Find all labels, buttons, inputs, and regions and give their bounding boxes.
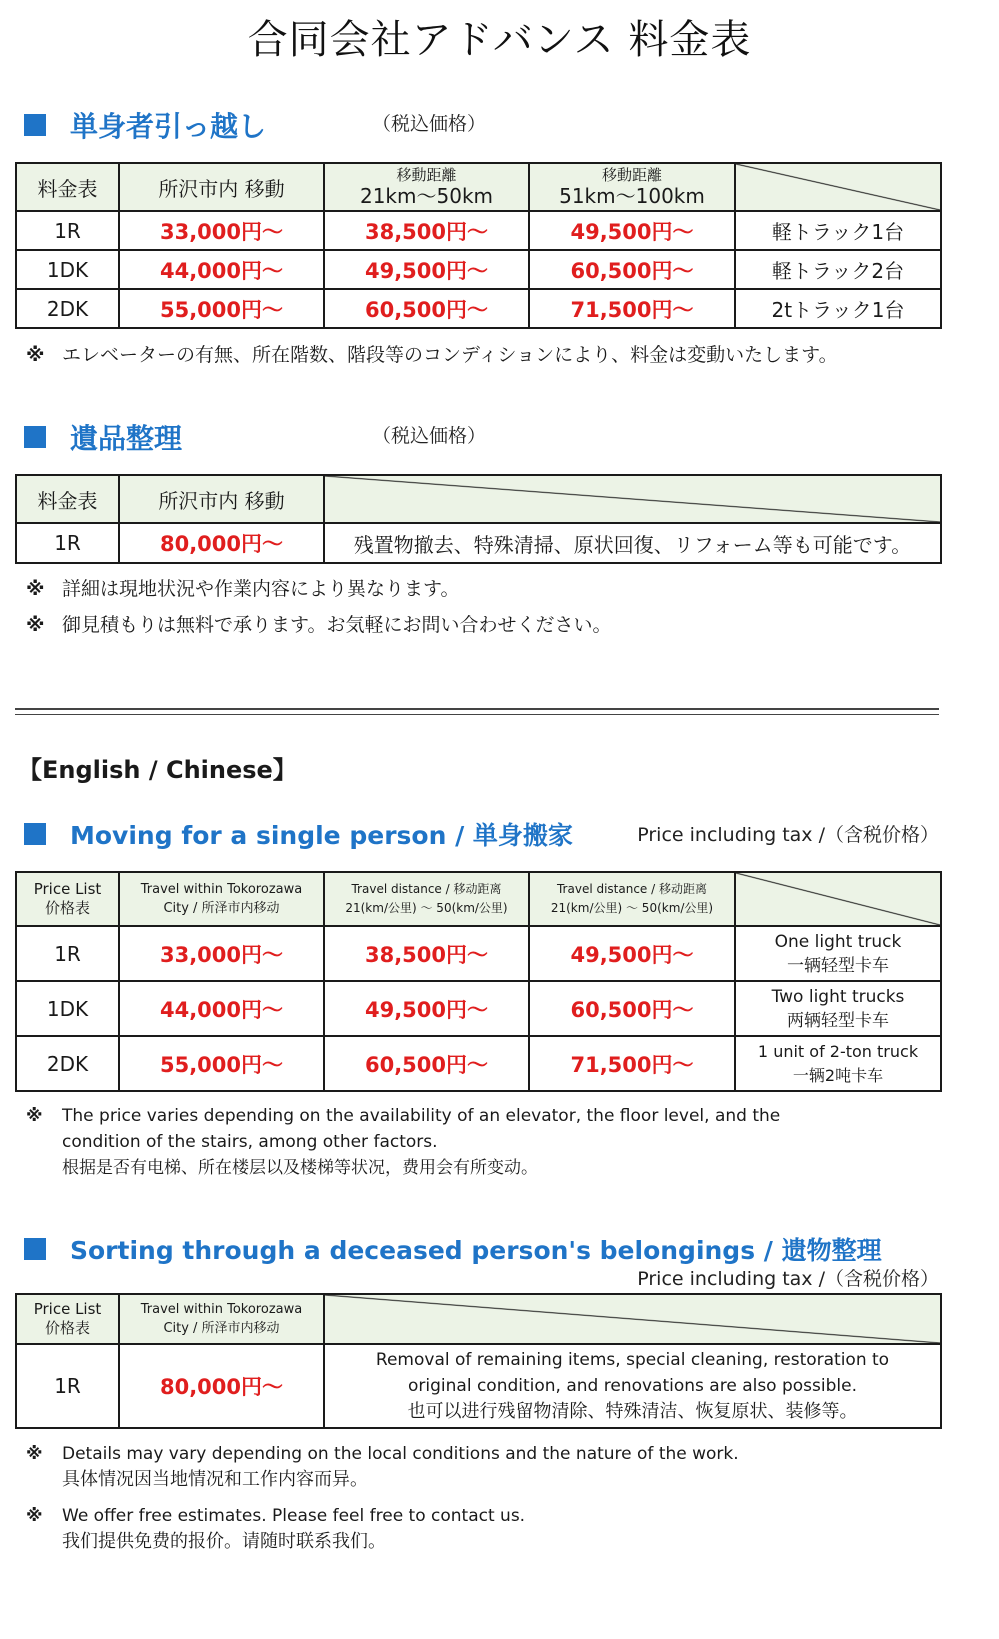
header-range: 21(km/公里) ～ 50(km/公里): [550, 901, 714, 915]
note-text-zh: 根据是否有电梯、所在楼层以及楼梯等状况，费用会有所变动。: [62, 1158, 538, 1178]
price-table-single-moving-en: [15, 871, 942, 1092]
room-type: 2DK: [16, 1036, 119, 1091]
price-cell: 80,000円～: [119, 523, 324, 563]
square-bullet-icon: [24, 426, 46, 448]
room-type: 1R: [16, 523, 119, 563]
note-mark: ※: [26, 344, 45, 366]
divider: [15, 714, 939, 715]
section-single-moving-header: [24, 105, 266, 145]
note-text-zh: 具体情况因当地情况和工作内容而异。: [62, 1469, 368, 1490]
price-cell: 49,500円～: [324, 250, 529, 289]
price-cell: 49,500円～: [324, 981, 529, 1036]
price-cell: 33,000円～: [119, 926, 324, 981]
header-within-city: [119, 1294, 324, 1344]
header-blank-diagonal: [735, 872, 941, 926]
note-block: [26, 1103, 780, 1181]
header-distance-b: [529, 872, 735, 926]
description-cell: [324, 1344, 941, 1428]
price-cell: 33,000円～: [119, 211, 324, 250]
section-single-moving-en-header: [24, 816, 573, 852]
description-en: Removal of remaining items, special cleaning, restoration to: [375, 1350, 890, 1370]
header-distance-21-50: [324, 163, 529, 211]
room-type: 1R: [16, 1344, 119, 1428]
price-cell: 38,500円～: [324, 211, 529, 250]
table-row: [16, 289, 941, 328]
note-mark: ※: [26, 578, 45, 600]
note-text: 御見積もりは無料で承ります。お気軽にお問い合わせください。: [62, 614, 612, 636]
header-label: Travel distance / 移动距离: [351, 882, 502, 896]
price-table-estate-clearing-en: [15, 1293, 942, 1429]
header-range: 51km～100km: [559, 184, 705, 208]
header-label: Travel within Tokorozawa: [140, 882, 303, 897]
price-cell: 80,000円～: [119, 1344, 324, 1428]
header-label: City / 所泽市内移动: [163, 1321, 280, 1336]
truck-cell: [735, 1036, 941, 1091]
truck-cell: [735, 981, 941, 1036]
divider: [15, 708, 939, 710]
price-cell: 49,500円～: [529, 211, 735, 250]
header-within-city: [119, 872, 324, 926]
section-estate-clearing-en-header: [24, 1231, 882, 1267]
price-cell: 60,500円～: [324, 1036, 529, 1091]
square-bullet-icon: [24, 114, 46, 136]
section-title: 単身者引っ越し: [70, 110, 267, 143]
note-text-zh: 我们提供免费的报价。请随时联系我们。: [62, 1531, 386, 1552]
table-row: [16, 1036, 941, 1091]
room-type: 1DK: [16, 250, 119, 289]
truck-en: Two light trucks: [771, 986, 905, 1007]
table-row: [16, 250, 941, 289]
price-cell: 60,500円～: [324, 289, 529, 328]
note-block: [26, 1503, 525, 1555]
room-type: 1R: [16, 211, 119, 250]
header-label: 移動距離: [601, 166, 662, 184]
room-type: 1DK: [16, 981, 119, 1036]
section-title: Moving for a single person / 単身搬家: [70, 821, 573, 850]
price-cell: 60,500円～: [529, 981, 735, 1036]
header-label-en: Price List: [33, 880, 102, 898]
note-mark: ※: [26, 614, 45, 636]
header-blank-diagonal: [324, 1294, 941, 1344]
truck-en: One light truck: [774, 931, 902, 952]
truck-zh: 一辆2吨卡车: [792, 1065, 884, 1085]
price-cell: 49,500円～: [529, 926, 735, 981]
price-cell: 38,500円～: [324, 926, 529, 981]
price-cell: 71,500円～: [529, 1036, 735, 1091]
note-text: 詳細は現地状況や作業内容により異なります。: [62, 578, 460, 600]
description-zh: 也可以进行残留物清除、特殊清洁、恢复原状、装修等。: [407, 1401, 858, 1422]
truck-zh: 一辆轻型卡车: [787, 955, 889, 976]
header-within-city: 所沢市内 移動: [119, 475, 324, 523]
tax-note: （税込価格）: [372, 425, 487, 447]
header-label: Travel distance / 移动距离: [556, 882, 707, 896]
header-blank-diagonal: [735, 163, 941, 211]
header-price-list: [16, 1294, 119, 1344]
header-blank-diagonal: [324, 475, 941, 523]
note-text: エレベーターの有無、所在階数、階段等のコンディションにより、料金は変動いたします。: [62, 344, 838, 366]
table-row: [16, 211, 941, 250]
header-range: 21(km/公里) ～ 50(km/公里): [345, 901, 508, 915]
description-en: original condition, and renovations are also possible.: [408, 1376, 857, 1396]
price-cell: 44,000円～: [119, 250, 324, 289]
note-block: [26, 1441, 739, 1493]
price-cell: 60,500円～: [529, 250, 735, 289]
header-price-list: 料金表: [16, 163, 119, 211]
truck-zh: 两辆轻型卡车: [787, 1010, 889, 1031]
header-label: 移動距離: [396, 166, 457, 184]
header-label-zh: 价格表: [44, 1319, 90, 1337]
header-price-list: 料金表: [16, 475, 119, 523]
price-cell: 71,500円～: [529, 289, 735, 328]
header-distance-a: [324, 872, 529, 926]
table-row: [16, 926, 941, 981]
header-label-zh: 价格表: [44, 899, 90, 917]
section-title: Sorting through a deceased person's belongings / 遗物整理: [70, 1236, 882, 1265]
header-label: City / 所泽市内移动: [163, 901, 280, 916]
tax-note: （税込価格）: [372, 113, 487, 135]
note-text-en: Details may vary depending on the local conditions and the nature of the work.: [62, 1444, 739, 1464]
truck-cell: [735, 926, 941, 981]
note-text-en: condition of the stairs, among other factors.: [62, 1132, 438, 1152]
table-row: [16, 523, 941, 563]
price-cell: 44,000円～: [119, 981, 324, 1036]
tax-note: Price including tax /（含税价格）: [637, 1268, 939, 1290]
note-mark: ※: [26, 1106, 43, 1126]
note-text-en: We offer free estimates. Please feel free to contact us.: [62, 1506, 526, 1526]
note-line: [26, 612, 611, 638]
description-cell: 残置物撤去、特殊清掃、原状回復、リフォーム等も可能です。: [324, 523, 941, 563]
price-table-estate-clearing: [15, 474, 942, 564]
square-bullet-icon: [24, 823, 46, 845]
header-label: Travel within Tokorozawa: [140, 1302, 303, 1317]
language-heading: 【English / Chinese】: [18, 756, 297, 784]
note-mark: ※: [26, 1444, 43, 1464]
header-label-en: Price List: [33, 1300, 102, 1318]
truck-cell: 軽トラック1台: [735, 211, 941, 250]
price-cell: 55,000円～: [119, 289, 324, 328]
price-table-single-moving: [15, 162, 942, 329]
note-line: [26, 576, 459, 602]
truck-cell: 軽トラック2台: [735, 250, 941, 289]
tax-note: Price including tax /（含税价格）: [637, 824, 939, 846]
section-estate-clearing-header: [24, 417, 182, 457]
price-cell: 55,000円～: [119, 1036, 324, 1091]
room-type: 1R: [16, 926, 119, 981]
table-row: [16, 1344, 941, 1428]
section-title: 遺品整理: [70, 422, 183, 455]
square-bullet-icon: [24, 1238, 46, 1260]
note-mark: ※: [26, 1506, 43, 1526]
truck-en: 1 unit of 2-ton truck: [757, 1041, 919, 1061]
note-text-en: The price varies depending on the availability of an elevator, the floor level, and the: [62, 1106, 781, 1126]
header-distance-51-100: [529, 163, 735, 211]
room-type: 2DK: [16, 289, 119, 328]
header-range: 21km～50km: [359, 184, 494, 208]
page-title: 合同会社アドバンス 料金表: [247, 17, 752, 63]
table-row: [16, 981, 941, 1036]
header-within-city: 所沢市内 移動: [119, 163, 324, 211]
truck-cell: 2tトラック1台: [735, 289, 941, 328]
header-price-list: [16, 872, 119, 926]
note-line: [26, 342, 838, 368]
